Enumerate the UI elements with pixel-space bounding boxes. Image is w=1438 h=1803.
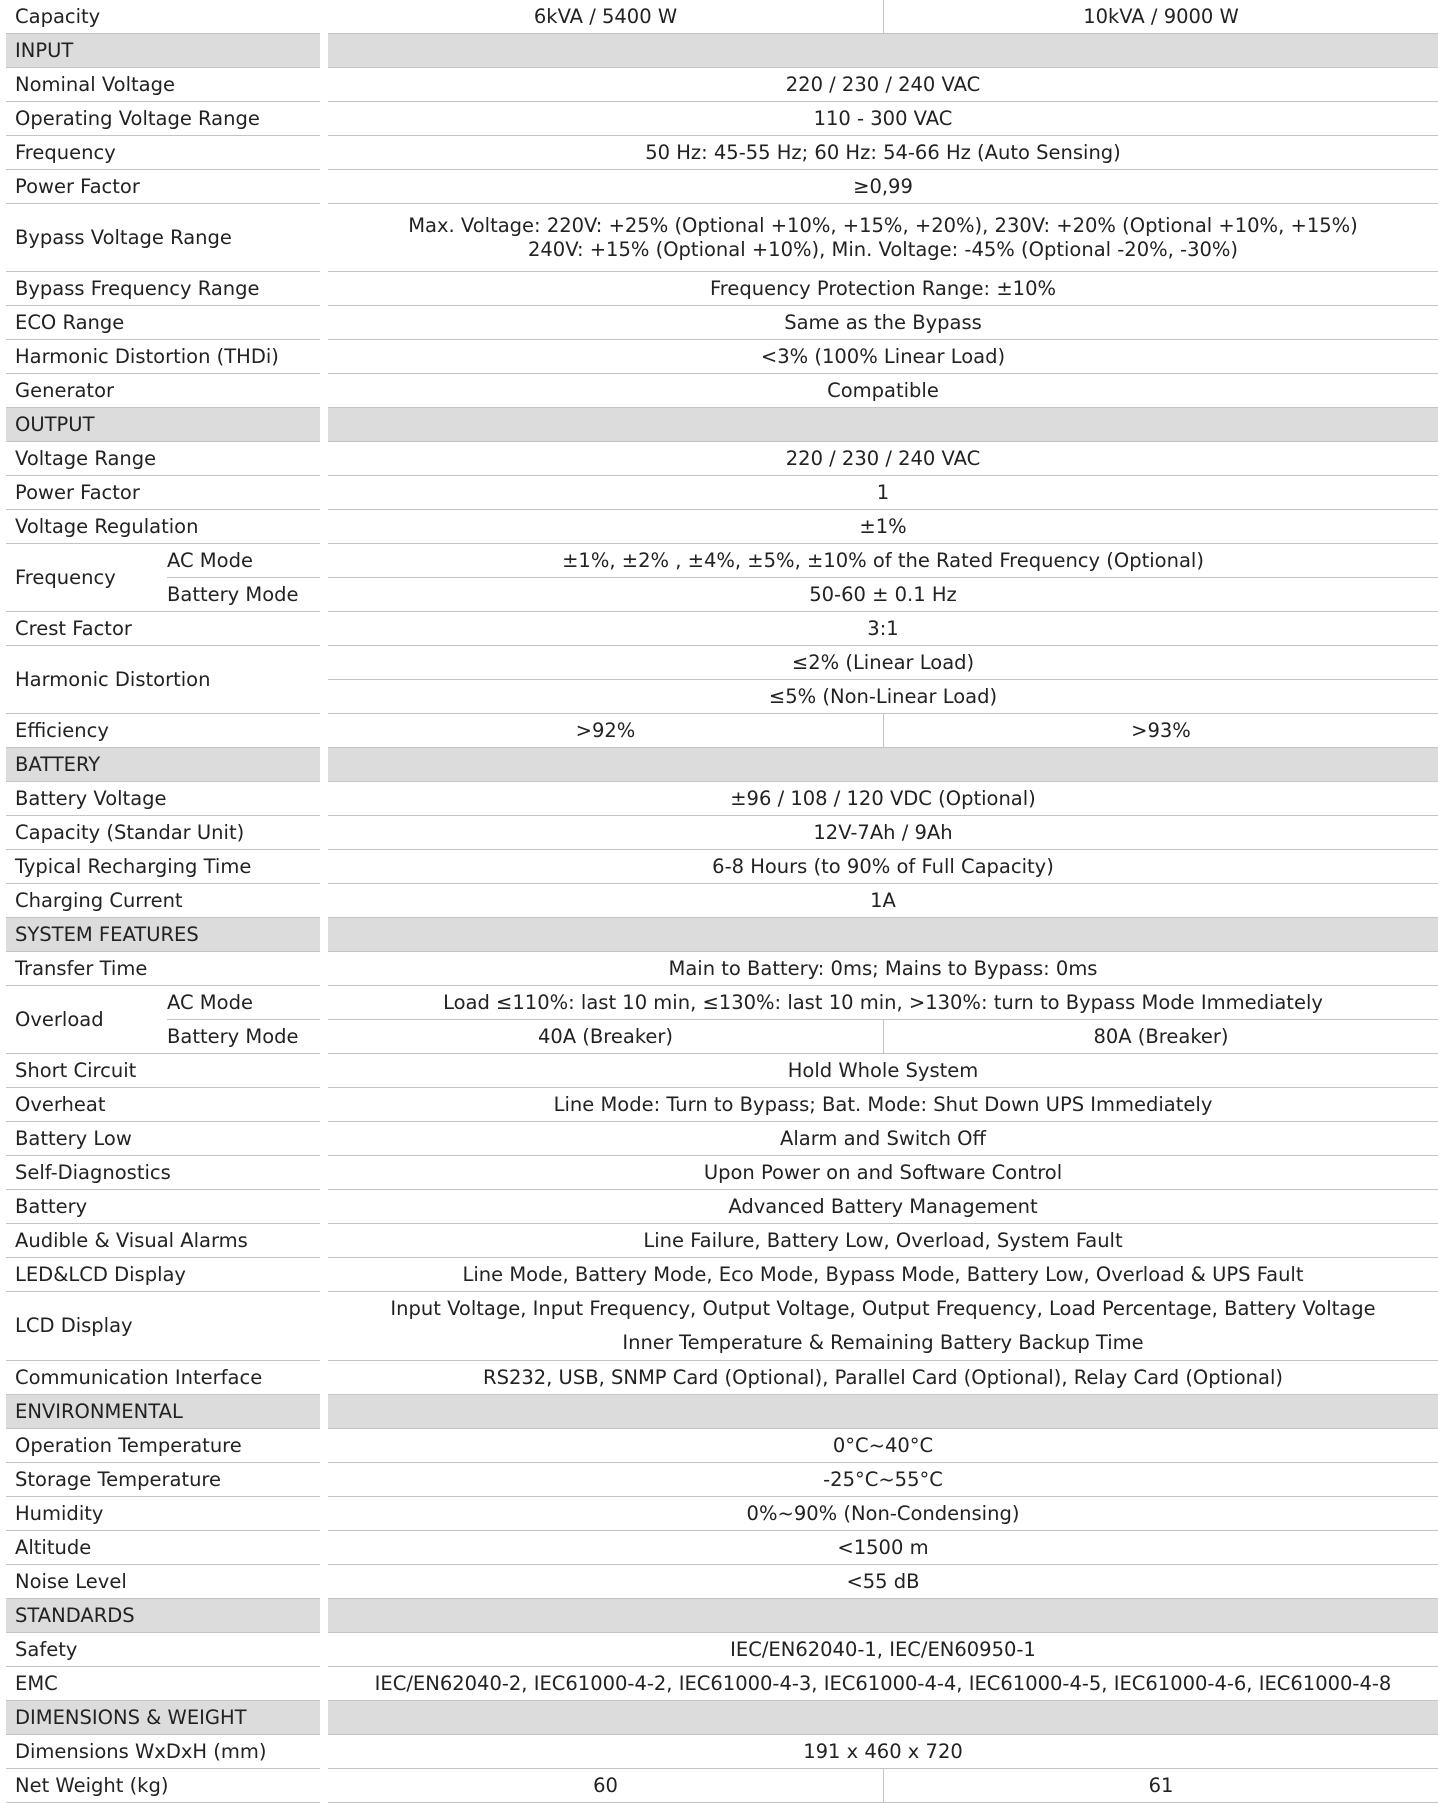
spec-label: Typical Recharging Time [6,850,320,884]
spec-table [6,0,1438,1803]
spec-value: <55 dB [328,1565,1438,1599]
spec-row [6,1292,1438,1361]
spec-value: Compatible [328,374,1438,408]
spec-label: Efficiency [6,714,320,748]
spec-value: IEC/EN62040-2, IEC61000-4-2, IEC61000-4-3, IEC61000-4-4, IEC61000-4-5, IEC61000-4-6, IEC61000-4-8 [328,1667,1438,1701]
spec-label: Overload [6,986,167,1054]
spec-row [6,374,1438,408]
spec-value: 110 - 300 VAC [328,102,1438,136]
spec-label: Crest Factor [6,612,320,646]
spec-label: Operating Voltage Range [6,102,320,136]
spec-value: Main to Battery: 0ms; Mains to Bypass: 0ms [328,952,1438,986]
spec-value: Frequency Protection Range: ±10% [328,272,1438,306]
spec-value: Line Mode: Turn to Bypass; Bat. Mode: Shut Down UPS Immediately [328,1088,1438,1122]
spec-row [6,714,1438,748]
spec-value: Hold Whole System [328,1054,1438,1088]
spec-label: Audible & Visual Alarms [6,1224,320,1258]
spec-label: Transfer Time [6,952,320,986]
spec-row [6,578,1438,612]
spec-label: Overheat [6,1088,320,1122]
spec-label: Frequency [6,136,320,170]
section-title: STANDARDS [6,1599,320,1633]
spec-row [6,1088,1438,1122]
spec-row [6,136,1438,170]
spec-value: 220 / 230 / 240 VAC [328,442,1438,476]
section-system-features [6,918,1438,952]
spec-label: Nominal Voltage [6,68,320,102]
spec-value: Upon Power on and Software Control [328,1156,1438,1190]
spec-row [6,544,1438,578]
section-dimensions-weight [6,1701,1438,1735]
section-battery [6,748,1438,782]
value-line: 240V: +15% (Optional +10%), Min. Voltage: -45% (Optional -20%, -30%) [527,237,1239,261]
capacity-label: Capacity [6,0,320,34]
spec-label: Voltage Range [6,442,320,476]
spec-label: Dimensions WxDxH (mm) [6,1735,320,1769]
spec-row [6,1463,1438,1497]
spec-row [6,884,1438,918]
spec-value: ≥0,99 [328,170,1438,204]
section-title: ENVIRONMENTAL [6,1395,320,1429]
spec-sublabel: Battery Mode [167,1020,320,1054]
spec-row [6,1361,1438,1395]
spec-value: Advanced Battery Management [328,1190,1438,1224]
spec-label: Bypass Frequency Range [6,272,320,306]
spec-sublabel: AC Mode [167,986,320,1020]
spec-label: Generator [6,374,320,408]
section-input [6,34,1438,68]
spec-value: <3% (100% Linear Load) [328,340,1438,374]
section-title: OUTPUT [6,408,320,442]
section-title: INPUT [6,34,320,68]
spec-row [6,782,1438,816]
spec-label: Battery Voltage [6,782,320,816]
spec-value [328,204,1438,272]
capacity-model-6kva: 6kVA / 5400 W [328,0,883,34]
spec-label: Frequency [6,544,167,612]
spec-row [6,1020,1438,1054]
spec-label: Battery Low [6,1122,320,1156]
spec-value-10kva: >93% [883,714,1438,748]
spec-sublabel: AC Mode [167,544,320,578]
spec-value: ±1% [328,510,1438,544]
spec-value-10kva: 80A (Breaker) [883,1020,1438,1054]
spec-value: 1A [328,884,1438,918]
spec-label: Self-Diagnostics [6,1156,320,1190]
spec-value: 50-60 ± 0.1 Hz [328,578,1438,612]
spec-label: Harmonic Distortion (THDi) [6,340,320,374]
spec-row [6,986,1438,1020]
spec-row [6,170,1438,204]
spec-label: Safety [6,1633,320,1667]
spec-row [6,1258,1438,1292]
spec-row [6,1565,1438,1599]
value-line: Inner Temperature & Remaining Battery Backup Time [622,1331,1144,1354]
spec-value-10kva: 61 [883,1769,1438,1803]
spec-row [6,272,1438,306]
spec-row [6,612,1438,646]
spec-label: EMC [6,1667,320,1701]
spec-row [6,102,1438,136]
section-title: SYSTEM FEATURES [6,918,320,952]
spec-row [6,1735,1438,1769]
spec-label: Communication Interface [6,1361,320,1395]
spec-label: Power Factor [6,476,320,510]
spec-row [6,1667,1438,1701]
section-standards [6,1599,1438,1633]
spec-value: IEC/EN62040-1, IEC/EN60950-1 [328,1633,1438,1667]
spec-row [6,1156,1438,1190]
spec-value: 1 [328,476,1438,510]
spec-label: LED&LCD Display [6,1258,320,1292]
spec-row [6,1531,1438,1565]
spec-row [6,204,1438,272]
spec-row [6,1190,1438,1224]
spec-value: 3:1 [328,612,1438,646]
spec-value: ±1%, ±2% , ±4%, ±5%, ±10% of the Rated Frequency (Optional) [328,544,1438,578]
spec-row [6,1122,1438,1156]
spec-row [6,442,1438,476]
spec-row [6,1054,1438,1088]
section-title: BATTERY [6,748,320,782]
spec-row [6,306,1438,340]
section-output [6,408,1438,442]
spec-label: Short Circuit [6,1054,320,1088]
spec-row [6,510,1438,544]
spec-row [6,1769,1438,1803]
spec-row [6,850,1438,884]
spec-row [6,68,1438,102]
spec-value: Line Failure, Battery Low, Overload, System Fault [328,1224,1438,1258]
section-title: DIMENSIONS & WEIGHT [6,1701,320,1735]
spec-value: 0°C~40°C [328,1429,1438,1463]
spec-label: Bypass Voltage Range [6,204,320,272]
spec-label: Harmonic Distortion [6,646,320,714]
spec-value: ≤2% (Linear Load) [328,646,1438,680]
value-line: Input Voltage, Input Frequency, Output Voltage, Output Frequency, Load Percentage, Battery Voltage [390,1297,1376,1320]
spec-label: Operation Temperature [6,1429,320,1463]
capacity-model-10kva: 10kVA / 9000 W [883,0,1438,34]
capacity-row [6,0,1438,34]
spec-value: <1500 m [328,1531,1438,1565]
spec-row [6,952,1438,986]
spec-value: 220 / 230 / 240 VAC [328,68,1438,102]
spec-value: Alarm and Switch Off [328,1122,1438,1156]
spec-row [6,1429,1438,1463]
spec-row [6,340,1438,374]
spec-row [6,476,1438,510]
spec-value: 12V-7Ah / 9Ah [328,816,1438,850]
spec-value: ≤5% (Non-Linear Load) [328,680,1438,714]
spec-value: 0%~90% (Non-Condensing) [328,1497,1438,1531]
spec-label: Altitude [6,1531,320,1565]
spec-value: 6-8 Hours (to 90% of Full Capacity) [328,850,1438,884]
spec-value-6kva: 60 [328,1769,883,1803]
spec-label: Humidity [6,1497,320,1531]
value-line: Max. Voltage: 220V: +25% (Optional +10%, +15%, +20%), 230V: +20% (Optional +10%, +15%) [408,213,1358,237]
spec-label: Charging Current [6,884,320,918]
spec-value: Load ≤110%: last 10 min, ≤130%: last 10 min, >130%: turn to Bypass Mode Immediately [328,986,1438,1020]
spec-label: LCD Display [6,1292,320,1361]
spec-value: Same as the Bypass [328,306,1438,340]
spec-row [6,816,1438,850]
spec-label: Power Factor [6,170,320,204]
spec-row [6,1633,1438,1667]
spec-value: Line Mode, Battery Mode, Eco Mode, Bypass Mode, Battery Low, Overload & UPS Fault [328,1258,1438,1292]
spec-row [6,1224,1438,1258]
spec-row [6,1497,1438,1531]
spec-value [328,1292,1438,1361]
spec-value: ±96 / 108 / 120 VDC (Optional) [328,782,1438,816]
section-environmental [6,1395,1438,1429]
spec-label: Battery [6,1190,320,1224]
spec-value: -25°C~55°C [328,1463,1438,1497]
spec-sublabel: Battery Mode [167,578,320,612]
spec-value-6kva: 40A (Breaker) [328,1020,883,1054]
spec-value: 50 Hz: 45-55 Hz; 60 Hz: 54-66 Hz (Auto Sensing) [328,136,1438,170]
spec-label: Storage Temperature [6,1463,320,1497]
spec-label: ECO Range [6,306,320,340]
spec-value: 191 x 460 x 720 [328,1735,1438,1769]
spec-label: Capacity (Standar Unit) [6,816,320,850]
spec-label: Net Weight (kg) [6,1769,320,1803]
spec-label: Noise Level [6,1565,320,1599]
spec-row [6,646,1438,680]
spec-label: Voltage Regulation [6,510,320,544]
spec-value-6kva: >92% [328,714,883,748]
spec-value: RS232, USB, SNMP Card (Optional), Parallel Card (Optional), Relay Card (Optional) [328,1361,1438,1395]
